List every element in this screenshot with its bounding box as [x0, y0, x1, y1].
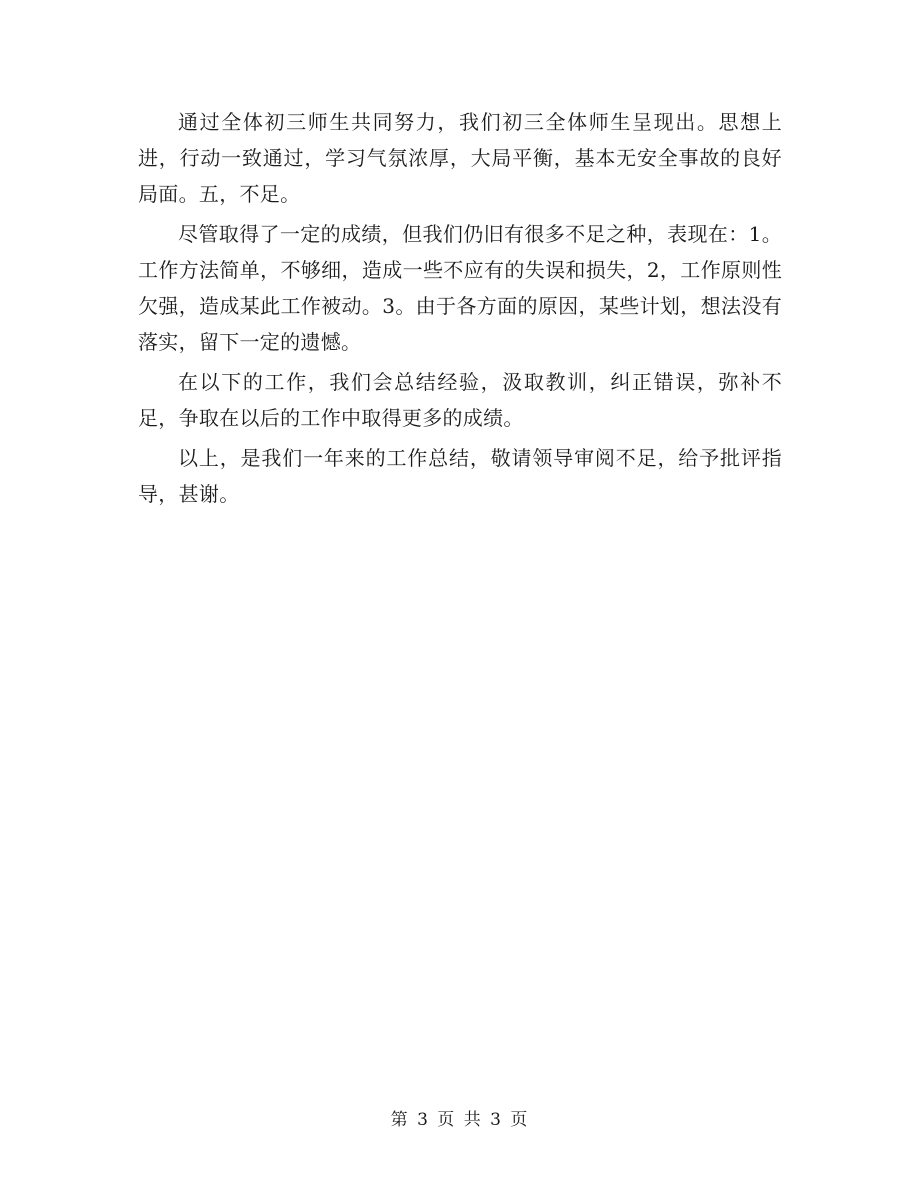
paragraph-future-work: 在以下的工作，我们会总结经验，汲取教训，纠正错误，弥补不足，争取在以后的工作中取得更多的成绩。	[138, 370, 782, 430]
paragraph-summary: 通过全体初三师生共同努力，我们初三全体师生呈现出。思想上进，行动一致通过，学习气氛浓厚，大局平衡，基本无安全事故的良好局面。五，不足。	[138, 110, 782, 206]
page-number-footer: 第 3 页 共 3 页	[390, 1110, 530, 1130]
paragraph-shortcomings: 尽管取得了一定的成绩，但我们仍旧有很多不足之种，表现在：1。工作方法简单，不够细，造成一些不应有的失误和损失，2，工作原则性欠强，造成某此工作被动。3。由于各方面的原因，某些计划，想法没有落实，留下一定的遗憾。	[138, 222, 782, 354]
paragraph-closing: 以上，是我们一年来的工作总结，敬请领导审阅不足，给予批评指导，甚谢。	[138, 446, 782, 506]
document-body	[138, 104, 782, 516]
